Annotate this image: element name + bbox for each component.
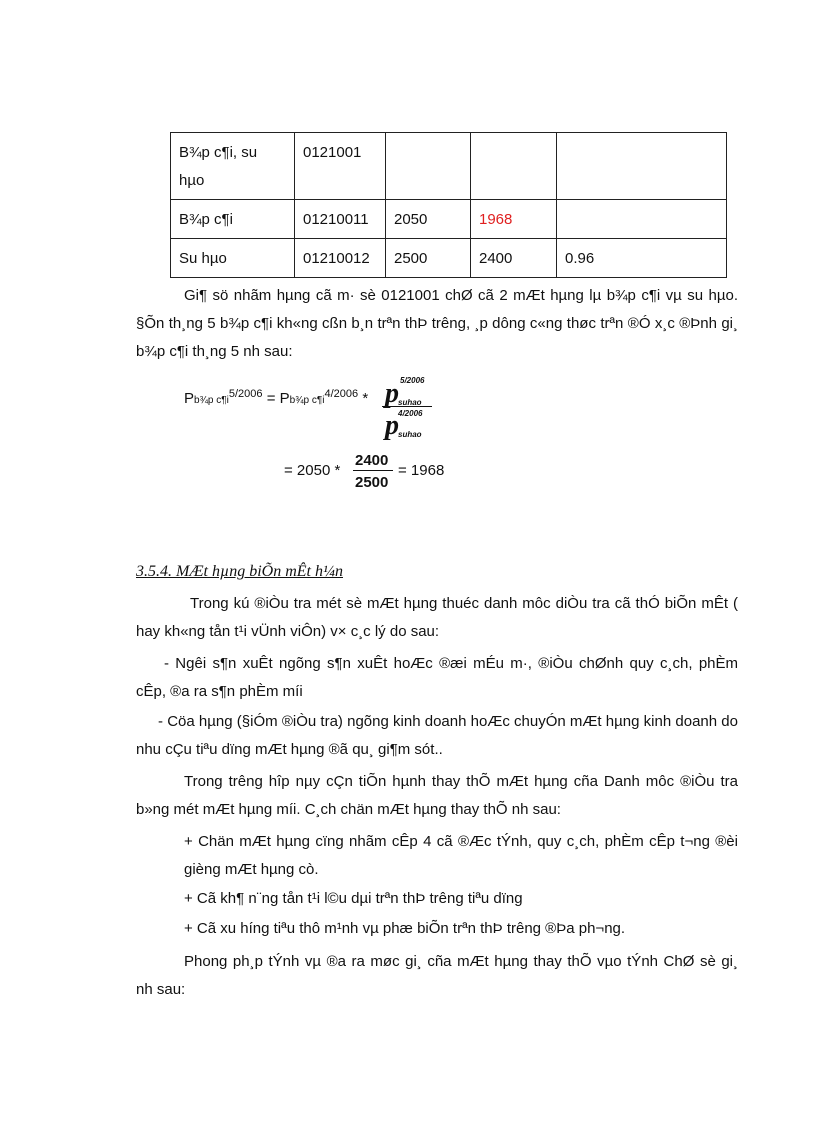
paragraph-assumption: Gi¶ sö nhãm hµng cã m· sè 0121001 chØ cã 2 mÆt hµng lµ b¾p c¶i vµ su hµo. §Õn th¸ng 5 b¾p c¶i kh«ng cßn b¸n trªn thÞ trêng, ¸p dông c«ng thøc trªn ®Ó x¸c ®Þnh gi¸ b¾p c¶i th¸ng 5 nh sau: bbox=[136, 287, 738, 360]
formula-num-sub: suhao bbox=[398, 398, 422, 407]
paragraph: - Ngêi s¶n xuÊt ngõng s¶n xuÊt hoÆc ®æi mÉu m·, ®iÒu chØnh quy c¸ch, phÈm cÊp, ®a ra s¶n phÈm míi bbox=[136, 655, 738, 700]
paragraph: Trong kú ®iÒu tra mét sè mÆt hµng thuéc danh môc diÒu tra cã thÓ biÕn mÊt ( hay kh«ng tån t¹i vÜnh viÔn) v× c¸c lý do sau: bbox=[136, 595, 738, 640]
paragraph: Phong ph¸p tÝnh vµ ®a ra møc gi¸ cña mÆt hµng thay thÕ vµo tÝnh ChØ sè gi¸ nh sau: bbox=[136, 953, 738, 998]
formula-den-p: p bbox=[385, 410, 399, 441]
formula-line2-den: 2500 bbox=[355, 474, 389, 491]
paragraph: Trong trêng hîp nµy cÇn tiÕn hµnh thay thÕ mÆt hµng cña Danh môc ®iÒu tra b»ng mét mÆt hµng míi. C¸ch chän mÆt hµng thay thÕ nh sau: bbox=[136, 773, 738, 818]
formula-den-sup: 4/2006 bbox=[398, 409, 423, 418]
formula-line2-num: 2400 bbox=[355, 452, 389, 469]
formula-line2-prefix: = 2050 * bbox=[284, 462, 341, 479]
table-cell: 01210012 bbox=[295, 239, 386, 278]
table-cell bbox=[386, 133, 471, 200]
table-cell: 2050 bbox=[386, 200, 471, 239]
paragraph: + Chän mÆt hµng cïng nhãm cÊp 4 cã ®Æc tÝnh, quy c¸ch, phÈm cÊp t¬ng ®èi gièng mÆt hµng cò. bbox=[184, 833, 738, 878]
table-cell: 2400 bbox=[471, 239, 557, 278]
formula-line2-result: = 1968 bbox=[398, 462, 445, 479]
table-cell bbox=[557, 200, 727, 239]
paragraph: + Cã xu híng tiªu thô m¹nh vµ phæ biÕn trªn thÞ trêng ®Þa ph¬ng. bbox=[184, 920, 626, 937]
table-cell: B¾p c¶i bbox=[171, 200, 295, 239]
table-cell bbox=[557, 133, 727, 200]
table-row bbox=[171, 200, 727, 239]
table-cell: 0.96 bbox=[557, 239, 727, 278]
formula-lhs: Pb¾p $c\P i^{5/2006}$ = Pb¾p $c\P i^{4/2006}$ * bbox=[184, 388, 369, 407]
table-cell-highlight: 1968 bbox=[471, 200, 557, 239]
table-cell: 0121001 bbox=[295, 133, 386, 200]
paragraph: + Cã kh¶ n¨ng tån t¹i l©u dµi trªn thÞ trêng tiªu dïng bbox=[184, 890, 523, 907]
paragraph: - Cöa hµng (§iÓm ®iÒu tra) ngõng kinh doanh hoÆc chuyÓn mÆt hµng kinh doanh do nhu cÇu tiªu dïng mÆt hµng ®ã qu¸ gi¶m sót.. bbox=[136, 713, 738, 758]
section-heading: 3.5.4. MÆt hµng biÕn mÊt h¼n bbox=[136, 563, 343, 580]
price-table bbox=[170, 132, 727, 278]
formula-num-p: p bbox=[385, 378, 399, 409]
table-cell bbox=[471, 133, 557, 200]
table-cell: B¾p c¶i, su hµo bbox=[171, 133, 295, 200]
table-cell: Su hµo bbox=[171, 239, 295, 278]
fraction-bar bbox=[353, 470, 393, 471]
formula-den-sub: suhao bbox=[398, 430, 422, 439]
table-cell: 01210011 bbox=[295, 200, 386, 239]
table-row bbox=[171, 239, 727, 278]
table-row bbox=[171, 133, 727, 200]
fraction-bar bbox=[382, 406, 432, 407]
table-cell: 2500 bbox=[386, 239, 471, 278]
formula-num-sup: 5/2006 bbox=[400, 376, 425, 385]
